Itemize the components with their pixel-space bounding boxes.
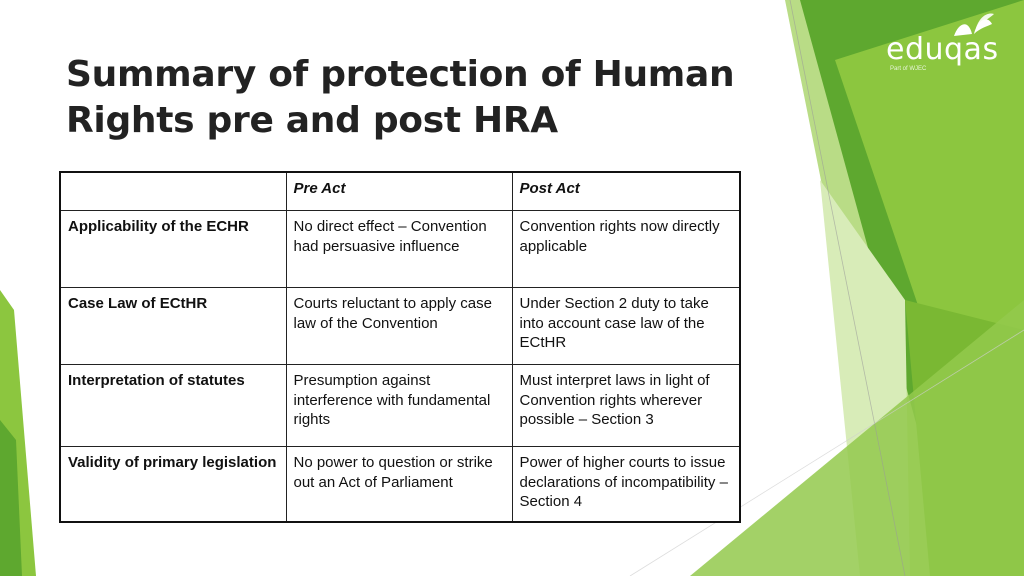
header-cell-pre-act: Pre Act: [286, 172, 512, 211]
row-label: Validity of primary legislation: [60, 447, 286, 523]
table-row: [60, 447, 740, 523]
comparison-table: [59, 171, 741, 523]
row-label: Case Law of ECtHR: [60, 288, 286, 365]
pre-act-cell: No direct effect – Convention had persuasive influence: [286, 211, 512, 288]
post-act-cell: Power of higher courts to issue declarations of incompatibility – Section 4: [512, 447, 740, 523]
pre-act-cell: Presumption against interference with fundamental rights: [286, 365, 512, 447]
table-row: [60, 211, 740, 288]
table-header-row: [60, 172, 740, 211]
logo-wordmark: eduqas: [886, 32, 999, 67]
eduqas-logo: [884, 10, 1002, 74]
logo-subtitle: Part of WJEC: [890, 66, 927, 72]
table-row: [60, 288, 740, 365]
pre-act-cell: Courts reluctant to apply case law of the Convention: [286, 288, 512, 365]
table-row: [60, 365, 740, 447]
pre-act-cell: No power to question or strike out an Act of Parliament: [286, 447, 512, 523]
header-cell-post-act: Post Act: [512, 172, 740, 211]
page-title: Summary of protection of Human Rights pre and post HRA: [66, 54, 735, 141]
row-label: Applicability of the ECHR: [60, 211, 286, 288]
post-act-cell: Convention rights now directly applicable: [512, 211, 740, 288]
header-cell-empty: [60, 172, 286, 211]
post-act-cell: Under Section 2 duty to take into account case law of the ECtHR: [512, 288, 740, 365]
row-label: Interpretation of statutes: [60, 365, 286, 447]
post-act-cell: Must interpret laws in light of Convention rights wherever possible – Section 3: [512, 365, 740, 447]
